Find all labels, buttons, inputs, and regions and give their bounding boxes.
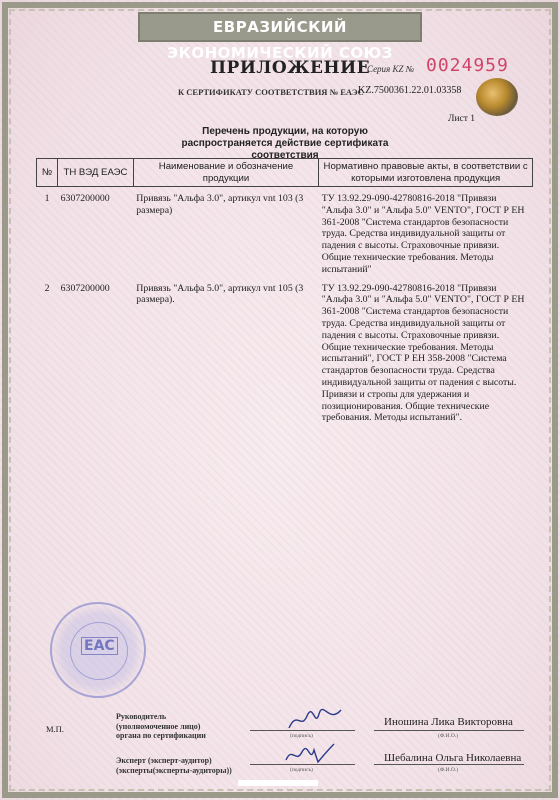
row-norms: ТУ 13.92.29-090-42780816-2018 "Привязи "Альфа 3.0" и "Альфа 5.0" VENTO", ГОСТ Р ЕН 361-2008 "Система стандартов безопасности труда. Средства индивидуальной защиты от падения с высоты. Страховочные привязи. Общие технические требования. Методы испытаний": [321, 193, 525, 275]
head-signature-caption: (подпись): [290, 733, 313, 739]
union-banner: ЕВРАЗИЙСКИЙ ЭКОНОМИЧЕСКИЙ СОЮЗ: [138, 12, 422, 42]
expert-name-line: [374, 764, 524, 765]
expert-role: [116, 756, 232, 775]
certificate-reference-label: К СЕРТИФИКАТУ СООТВЕТСТВИЯ № ЕАЭС: [178, 87, 364, 97]
sheet-number: Лист 1: [448, 114, 476, 124]
serial-number: 0024959: [426, 55, 509, 76]
head-role: [116, 712, 206, 741]
header-code: ТН ВЭД ЕАЭС: [58, 159, 134, 187]
expert-signature-caption: (подпись): [290, 767, 313, 773]
expert-role-line-2: (эксперты(эксперты-аудиторы)): [116, 765, 232, 775]
head-signature-icon: [285, 706, 345, 734]
page-title: ПРИЛОЖЕНИЕ: [210, 58, 371, 78]
subtitle-line-1: Перечень продукции, на которую: [202, 126, 368, 137]
head-name: Иношина Лика Викторовна: [384, 716, 513, 728]
expert-role-line-1: Эксперт (эксперт-аудитор): [116, 756, 212, 765]
row-code: 6307200000: [60, 193, 110, 204]
table-row: [37, 278, 533, 427]
products-table: [36, 158, 533, 426]
row-num: 2: [44, 282, 50, 294]
row-name: Привязь "Альфа 5.0", артикул vnt 105 (3 размера).: [136, 282, 304, 306]
row-code: 6307200000: [60, 282, 110, 294]
table-row: [37, 187, 533, 278]
certificate-number: KZ.7500361.22.01.03358: [358, 85, 462, 96]
seal-place-label: М.П.: [46, 724, 64, 734]
head-role-line-2: (уполномоченное лицо): [116, 721, 201, 731]
list-subtitle: [170, 126, 400, 162]
subtitle-line-2: распространяется действие сертификата соответствия: [181, 138, 389, 161]
header-norms: Нормативно правовые акты, в соответствии с которыми изготовлена продукция: [319, 159, 533, 187]
head-role-line-3: органа по сертификации: [116, 731, 206, 740]
head-role-line-1: Руководитель: [116, 712, 167, 721]
header-num: №: [37, 159, 58, 187]
expert-name: Шебалина Ольга Николаевна: [384, 752, 522, 764]
row-name: Привязь "Альфа 3.0", артикул vnt 103 (3 размера): [136, 193, 304, 216]
head-name-line: [374, 730, 524, 731]
row-norms: ТУ 13.92.29-090-42780816-2018 "Привязи "Альфа 3.0" и "Альфа 5.0" VENTO", ГОСТ Р ЕН 361-2008 "Система стандартов безопасности труда. Средства индивидуальной защиты от падения с высоты. Страховочные привязи. Общие технические требования. Методы испытаний", ГОСТ Р ЕН 358-2008 "Система стандартов безопасности труда. Средства индивидуальной защиты от падения с высоты. Привязи и стропы для удержания и позиционирования. Общие технические требования. Методы испытаний".: [321, 282, 525, 424]
row-num: 1: [44, 193, 50, 204]
eac-mark: ЕАС: [81, 637, 118, 655]
hologram-seal-icon: [476, 78, 518, 116]
series-label: Серия KZ №: [367, 64, 415, 74]
printer-footer-strip: [238, 780, 318, 786]
certification-stamp: [50, 602, 146, 698]
head-name-caption: (Ф.И.О.): [438, 733, 459, 739]
expert-name-caption: (Ф.И.О.): [438, 767, 459, 773]
header-name: Наименование и обозначение продукции: [133, 159, 318, 187]
expert-signature-icon: [282, 740, 338, 768]
table-header-row: [37, 159, 533, 187]
